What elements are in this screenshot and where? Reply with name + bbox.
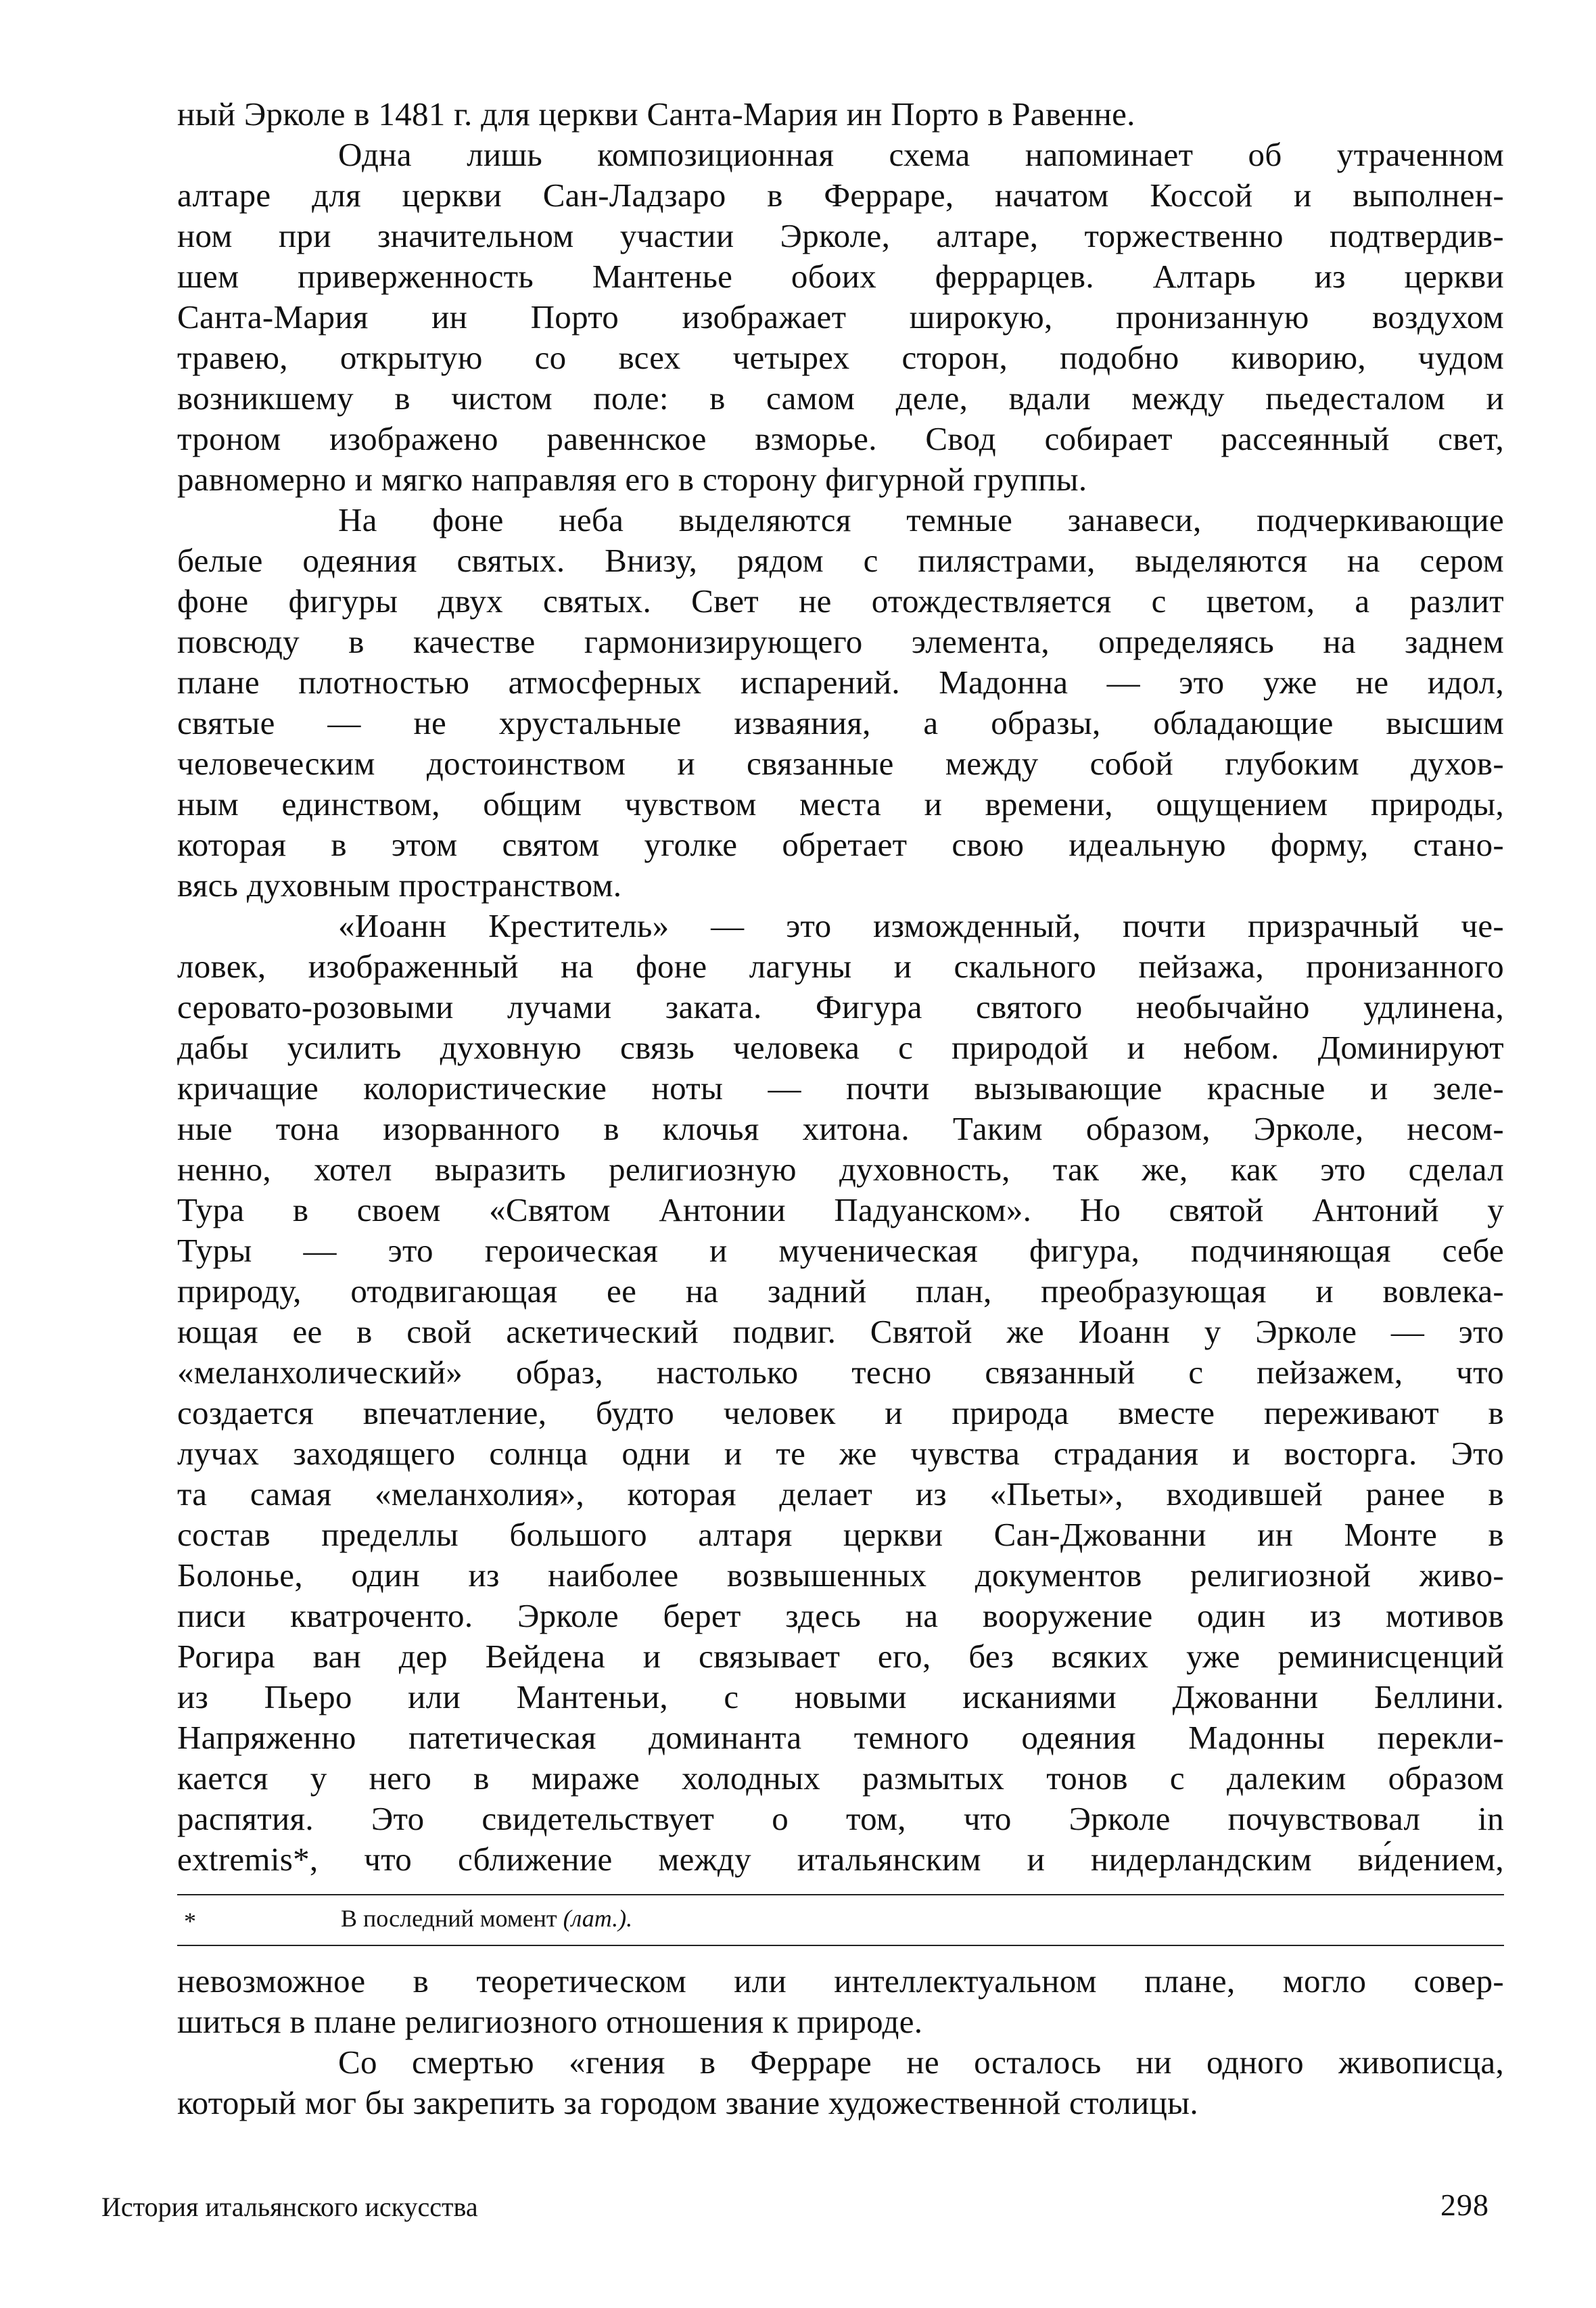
text-line: ный Эрколе в 1481 г. для церкви Санта-Мария ин Порто в Равенне. <box>177 95 1135 133</box>
book-title: История итальянского искусства <box>101 2192 478 2222</box>
text-line: ненно, хотел выразить религиозную духовность, так же, как это сделал <box>177 1151 1504 1188</box>
text-line: природу, отодвигающая ее на задний план, преобразующая и вовлека- <box>177 1272 1504 1310</box>
text-line: та самая «меланхолия», которая делает из «Пьеты», входившей ранее в <box>177 1475 1504 1513</box>
footnote-body: В последний момент <box>341 1905 557 1932</box>
text-line: который мог бы закрепить за городом звание художественной столицы. <box>177 2084 1198 2121</box>
text-line: Санта-Мария ин Порто изображает широкую, пронизанную воздухом <box>177 298 1504 336</box>
text-line: из Пьеро или Мантеньи, с новыми исканиями Джованни Беллини. <box>177 1678 1504 1715</box>
text-line: «меланхолический» образ, настолько тесно связанный с пейзажем, что <box>177 1354 1504 1391</box>
text-line: белые одеяния святых. Внизу, рядом с пилястрами, выделяются на сером <box>177 542 1504 579</box>
text-line: ловек, изображенный на фоне лагуны и скального пейзажа, пронизанного <box>177 948 1504 985</box>
text-line: равномерно и мягко направляя его в сторону фигурной группы. <box>177 461 1087 498</box>
text-line: кричащие колористические ноты — почти вызывающие красные и зеле- <box>177 1069 1504 1107</box>
text-line: ные тона изорванного в клочья хитона. Таким образом, Эрколе, несом- <box>177 1110 1504 1147</box>
text-line: травею, открытую со всех четырех сторон, подобно киворию, чудом <box>177 339 1504 376</box>
footnote-text <box>341 1902 632 1935</box>
footnote-marker: * <box>184 1908 196 1935</box>
footnote-rule-top <box>177 1894 1504 1895</box>
text-line: Рогира ван дер Вейдена и связывает его, без всяких уже реминисценций <box>177 1638 1504 1675</box>
page-number: 298 <box>1440 2188 1489 2222</box>
text-line: Туры — это героическая и мученическая фигура, подчиняющая себе <box>177 1232 1504 1269</box>
text-line: ющая ее в свой аскетический подвиг. Святой же Иоанн у Эрколе — это <box>177 1313 1504 1350</box>
footnote-rule-bottom <box>177 1945 1504 1946</box>
text-line: повсюду в качестве гармонизирующего элемента, определяясь на заднем <box>177 623 1504 660</box>
text-line: Напряженно патетическая доминанта темного одеяния Мадонны перекли- <box>177 1719 1504 1756</box>
text-line: ном при значительном участии Эрколе, алтаре, торжественно подтвердив- <box>177 217 1504 254</box>
text-line: плане плотностью атмосферных испарений. Мадонна — это уже не идол, <box>177 664 1504 701</box>
text-line: человеческим достоинством и связанные между собой глубоким духов- <box>177 745 1504 782</box>
text-line: ным единством, общим чувством места и времени, ощущением природы, <box>177 785 1504 823</box>
footnote-abbreviation: (лат.). <box>563 1905 633 1932</box>
text-line: состав пределлы большого алтаря церкви Сан-Джованни ин Монте в <box>177 1516 1504 1553</box>
text-line: серовато-розовыми лучами заката. Фигура святого необычайно удлинена, <box>177 988 1504 1025</box>
text-line: фоне фигуры двух святых. Свет не отождествляется с цветом, а разлит <box>177 582 1504 620</box>
text-line: алтаре для церкви Сан-Ладзаро в Ферраре, начатом Коссой и выполнен- <box>177 177 1504 214</box>
paragraph-first-line: На фоне неба выделяются темные занавеси, подчеркивающие <box>338 501 1504 538</box>
paragraph-first-line: Одна лишь композиционная схема напоминает об утраченном <box>338 136 1504 173</box>
text-line: дабы усилить духовную связь человека с природой и небом. Доминируют <box>177 1029 1504 1066</box>
text-line: шем приверженность Мантенье обоих феррарцев. Алтарь из церкви <box>177 258 1504 295</box>
text-line: создается впечатление, будто человек и природа вместе переживают в <box>177 1394 1504 1431</box>
text-line: шиться в плане религиозного отношения к природе. <box>177 2003 923 2040</box>
text-line: троном изображено равеннское взморье. Свод собирает рассеянный свет, <box>177 420 1504 457</box>
text-line: лучах заходящего солнца одни и те же чувства страдания и восторга. Это <box>177 1435 1504 1472</box>
text-line: кается у него в мираже холодных размытых тонов с далеким образом <box>177 1759 1504 1797</box>
text-line: вясь духовным пространством. <box>177 867 622 904</box>
text-line: святые — не хрустальные изваяния, а образы, обладающие высшим <box>177 704 1504 741</box>
text-line: extremis*, что сближение между итальянским и нидерландским ви́дением, <box>177 1841 1504 1878</box>
text-line: которая в этом святом уголке обретает свою идеальную форму, стано- <box>177 826 1504 863</box>
text-line: распятия. Это свидетельствует о том, что Эрколе почувствовал in <box>177 1800 1504 1837</box>
text-line: Тура в своем «Святом Антонии Падуанском». Но святой Антоний у <box>177 1191 1504 1228</box>
text-line: писи кватроченто. Эрколе берет здесь на вооружение один из мотивов <box>177 1597 1504 1634</box>
paragraph-first-line: Со смертью «гения в Ферраре не осталось ни одного живописца, <box>338 2044 1504 2081</box>
text-line: возникшему в чистом поле: в самом деле, вдали между пьедесталом и <box>177 379 1504 417</box>
text-line: Болонье, один из наиболее возвышенных документов религиозной живо- <box>177 1556 1504 1594</box>
paragraph-first-line: «Иоанн Креститель» — это изможденный, почти призрачный че- <box>338 907 1504 944</box>
text-line: невозможное в теоретическом или интеллектуальном плане, могло совер- <box>177 1962 1504 2000</box>
